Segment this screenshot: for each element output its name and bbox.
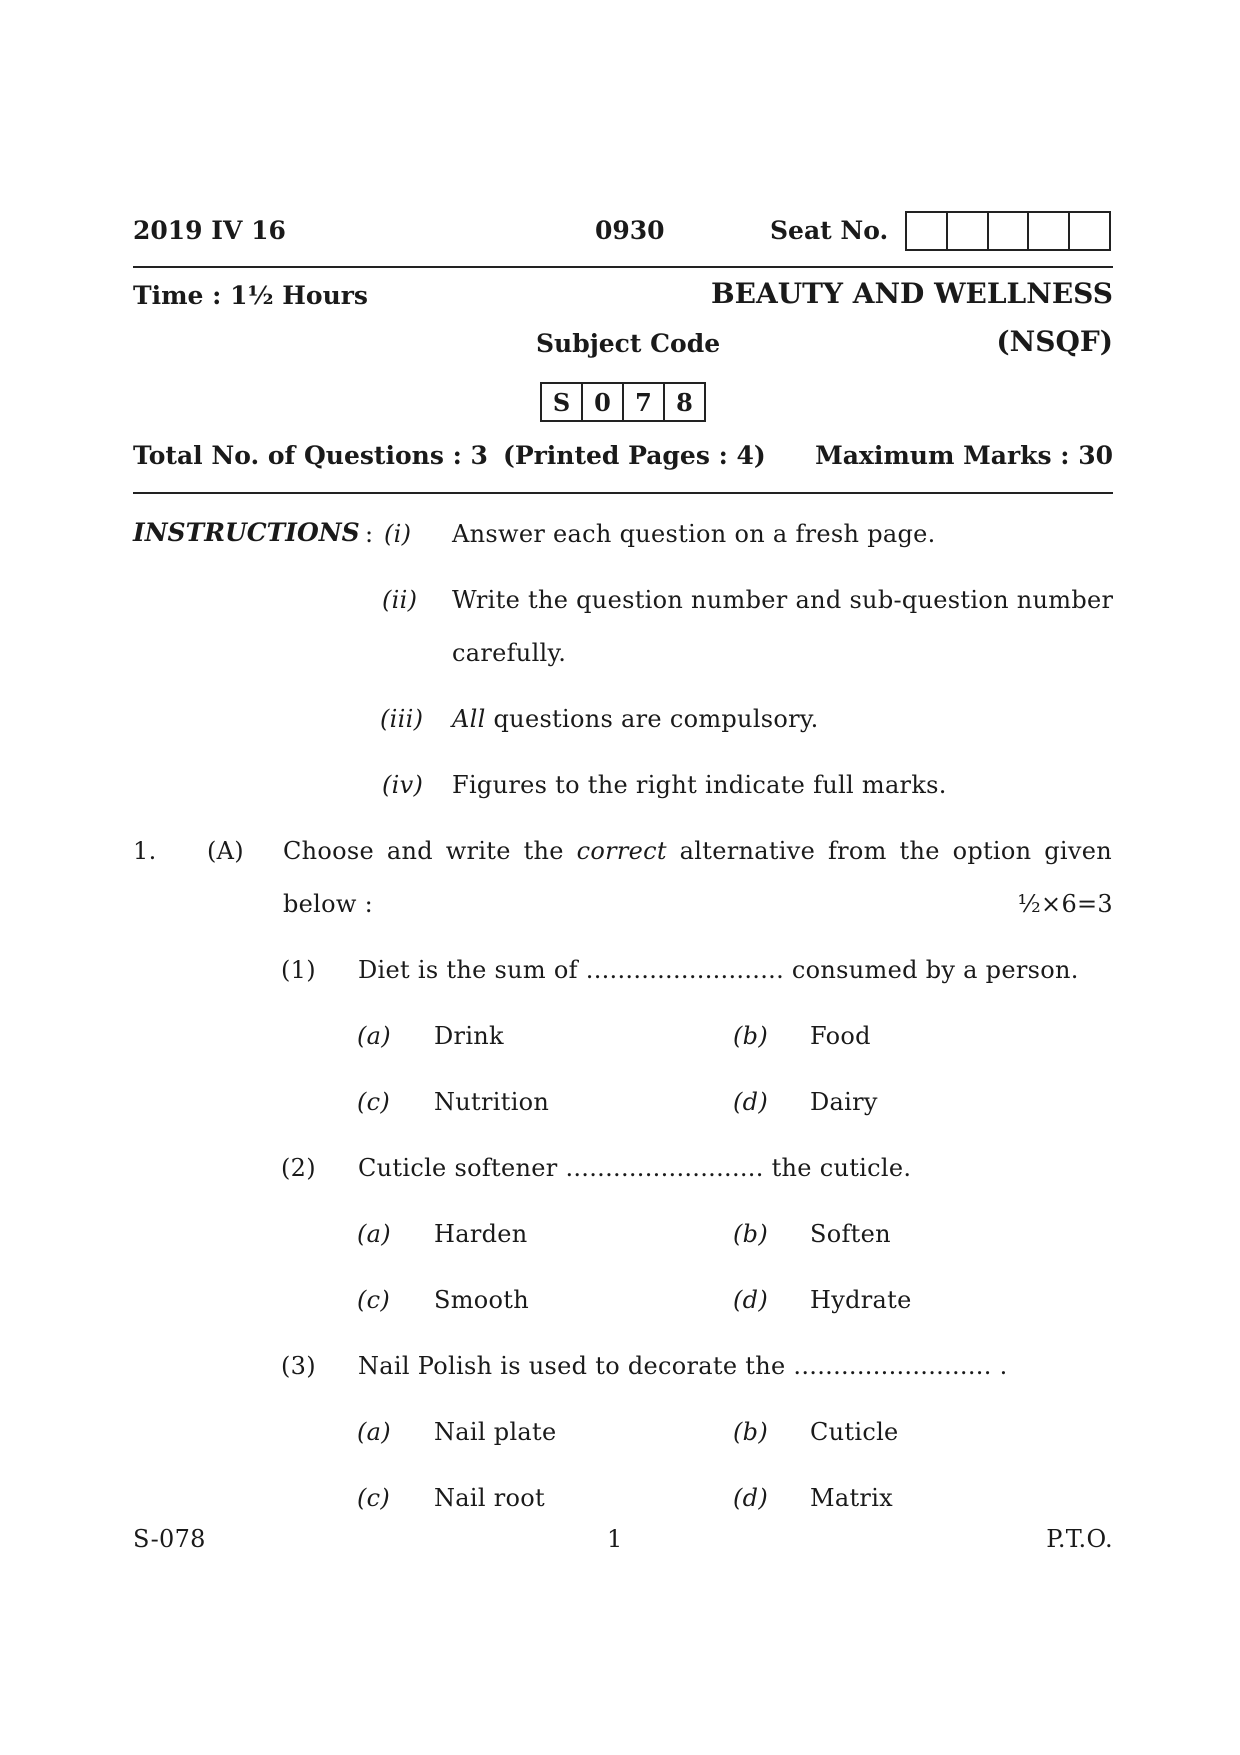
question-text-emphasis: correct bbox=[576, 837, 667, 865]
option-label: (c) bbox=[357, 1286, 391, 1314]
instruction-text: Answer each question on a fresh page. bbox=[452, 520, 936, 548]
seat-digit-box[interactable] bbox=[946, 213, 987, 249]
time-allowed: Time : 1½ Hours bbox=[133, 281, 368, 310]
option-label: (a) bbox=[357, 1418, 391, 1446]
option-text: Drink bbox=[434, 1022, 504, 1050]
instruction-text-rest: questions are compulsory. bbox=[485, 705, 819, 733]
subject-code-char: S bbox=[552, 387, 571, 417]
option-label: (a) bbox=[357, 1220, 391, 1248]
subquestion-text: Diet is the sum of ......................... consumed by a person. bbox=[358, 956, 1079, 984]
question-part: (A) bbox=[207, 837, 244, 865]
option-label: (d) bbox=[733, 1088, 768, 1116]
paper-code: 0930 bbox=[595, 216, 665, 245]
option-label: (a) bbox=[357, 1022, 391, 1050]
subquestion-text: Nail Polish is used to decorate the ......................... . bbox=[358, 1352, 1008, 1380]
instruction-number: (ii) bbox=[382, 586, 418, 614]
question-number: 1. bbox=[133, 837, 157, 865]
option-label: (b) bbox=[733, 1022, 768, 1050]
seat-label: Seat No. bbox=[770, 216, 889, 245]
seat-number-boxes[interactable] bbox=[905, 211, 1111, 251]
seat-digit-box[interactable] bbox=[907, 213, 946, 249]
subject-code-boxes bbox=[540, 382, 706, 422]
exam-date: 2019 IV 16 bbox=[133, 216, 286, 245]
subject-code-label: Subject Code bbox=[536, 329, 721, 358]
instruction-number: (i) bbox=[384, 520, 412, 548]
option-label: (c) bbox=[357, 1484, 391, 1512]
option-text: Food bbox=[810, 1022, 871, 1050]
maximum-marks: Maximum Marks : 30 bbox=[815, 441, 1113, 470]
seat-digit-box[interactable] bbox=[1068, 213, 1109, 249]
option-label: (d) bbox=[733, 1286, 768, 1314]
instruction-number: (iii) bbox=[380, 705, 424, 733]
option-label: (b) bbox=[733, 1418, 768, 1446]
instructions-separator: : bbox=[365, 520, 374, 548]
seat-digit-box[interactable] bbox=[987, 213, 1028, 249]
subject-code-char: 0 bbox=[581, 384, 622, 420]
instruction-text: Write the question number and sub-question number bbox=[452, 586, 1114, 614]
subject-title: BEAUTY AND WELLNESS bbox=[711, 277, 1113, 310]
subquestion-number: (3) bbox=[281, 1352, 316, 1380]
option-text: Nutrition bbox=[434, 1088, 550, 1116]
header-divider-top bbox=[133, 266, 1113, 268]
instruction-text-continued: carefully. bbox=[452, 639, 567, 667]
option-text: Smooth bbox=[434, 1286, 529, 1314]
subject-code-char: 8 bbox=[663, 384, 704, 420]
footer-code: S-078 bbox=[133, 1525, 206, 1553]
header-divider-bottom bbox=[133, 492, 1113, 494]
subquestion-text: Cuticle softener ......................... the cuticle. bbox=[358, 1154, 912, 1182]
question-text-pre: Choose and write the bbox=[283, 837, 577, 865]
instruction-text: Figures to the right indicate full marks. bbox=[452, 771, 947, 799]
option-text: Matrix bbox=[810, 1484, 894, 1512]
instruction-emphasis: All bbox=[452, 705, 486, 733]
question-marks: ½×6=3 bbox=[1017, 890, 1113, 918]
option-text: Nail plate bbox=[434, 1418, 557, 1446]
option-label: (b) bbox=[733, 1220, 768, 1248]
page-number: 1 bbox=[607, 1525, 623, 1553]
subject-code-char: 7 bbox=[622, 384, 663, 420]
seat-digit-box[interactable] bbox=[1027, 213, 1068, 249]
instruction-number: (iv) bbox=[382, 771, 424, 799]
option-label: (d) bbox=[733, 1484, 768, 1512]
instructions-label: INSTRUCTIONS bbox=[133, 518, 360, 547]
option-text: Cuticle bbox=[810, 1418, 899, 1446]
question-text-continued: below : bbox=[283, 890, 374, 918]
option-text: Dairy bbox=[810, 1088, 878, 1116]
option-label: (c) bbox=[357, 1088, 391, 1116]
question-text bbox=[283, 837, 1112, 865]
printed-pages: (Printed Pages : 4) bbox=[503, 441, 766, 470]
nsqf-label: (NSQF) bbox=[996, 325, 1113, 358]
please-turn-over: P.T.O. bbox=[1046, 1525, 1113, 1553]
option-text: Nail root bbox=[434, 1484, 546, 1512]
option-text: Hydrate bbox=[810, 1286, 912, 1314]
subquestion-number: (2) bbox=[281, 1154, 316, 1182]
option-text: Harden bbox=[434, 1220, 528, 1248]
total-questions: Total No. of Questions : 3 bbox=[133, 441, 488, 470]
instruction-text bbox=[452, 705, 819, 733]
option-text: Soften bbox=[810, 1220, 891, 1248]
question-text-post: alternative from the option given bbox=[666, 837, 1112, 865]
subquestion-number: (1) bbox=[281, 956, 316, 984]
